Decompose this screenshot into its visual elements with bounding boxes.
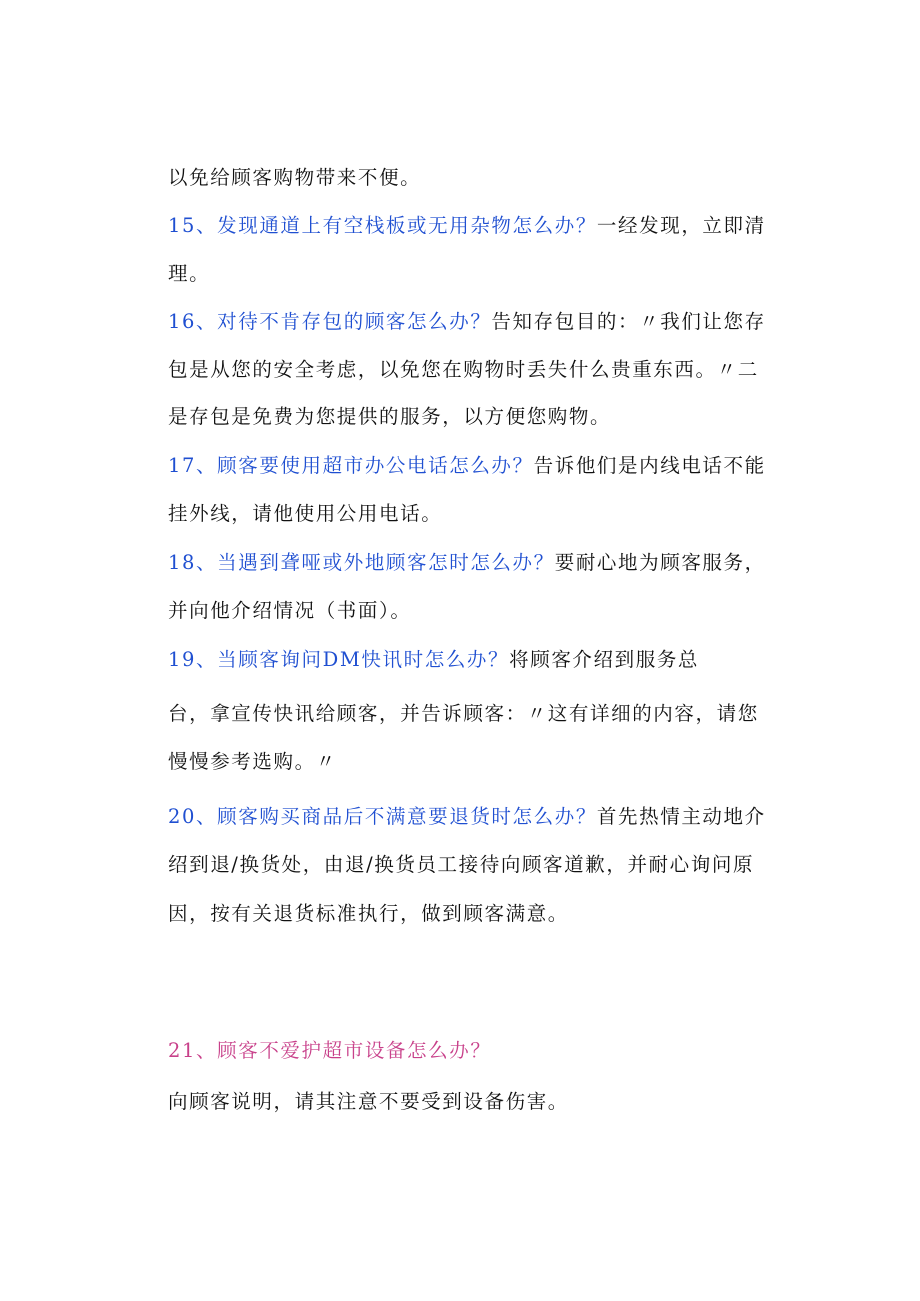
answer-text: 告诉他们是内线电话不能 <box>533 454 766 477</box>
faq-item-17 <box>168 454 766 478</box>
text-line <box>168 902 569 926</box>
faq-item-21 <box>168 1039 491 1063</box>
faq-item-20 <box>168 805 766 829</box>
text-line <box>168 358 759 382</box>
question-text: 19、当顾客询问DM快讯时怎么办？ <box>168 648 510 671</box>
text-line <box>168 702 759 726</box>
text-line <box>168 262 210 286</box>
answer-text: 慢慢参考选购。〃 <box>168 750 337 773</box>
answer-text: 包是从您的安全考虑，以免您在购物时丢失什么贵重东西。〃二 <box>168 358 759 381</box>
faq-item-18 <box>168 551 766 575</box>
question-text: 20、顾客购买商品后不满意要退货时怎么办？ <box>168 805 597 828</box>
text-line <box>168 502 442 526</box>
question-text: 18、当遇到聋哑或外地顾客怎时怎么办？ <box>168 551 555 574</box>
text-line <box>168 1090 569 1114</box>
faq-item-15 <box>168 214 766 238</box>
answer-text: 是存包是免费为您提供的服务，以方便您购物。 <box>168 405 612 428</box>
answer-text: 首先热情主动地介 <box>596 805 766 828</box>
text-line <box>168 599 411 623</box>
answer-text: 一经发现，立即清 <box>596 214 766 237</box>
answer-text: 理。 <box>168 262 211 285</box>
answer-text: 挂外线，请他使用公用电话。 <box>168 502 443 525</box>
question-text: 21、顾客不爱护超市设备怎么办？ <box>168 1039 492 1062</box>
question-text: 16、对待不肯存包的顾客怎么办？ <box>168 310 492 333</box>
question-text: 15、发现通道上有空栈板或无用杂物怎么办？ <box>168 214 597 237</box>
answer-text: 并向他介绍情况（书面）。 <box>168 599 412 622</box>
answer-text: 将顾客介绍到服务总 <box>509 648 700 671</box>
answer-text: 绍到退/换货处，由退/换货员工接待向顾客道歉，并耐心询问原 <box>168 853 755 876</box>
answer-text: 要耐心地为顾客服务， <box>554 551 766 574</box>
answer-text: 因，按有关退货标准执行，做到顾客满意。 <box>168 902 569 925</box>
faq-item-19 <box>168 648 699 672</box>
text-line <box>168 166 421 190</box>
answer-text: 告知存包目的：〃我们让您存 <box>491 310 766 333</box>
faq-item-16 <box>168 310 766 334</box>
question-text: 17、顾客要使用超市办公电话怎么办？ <box>168 454 534 477</box>
answer-text: 台，拿宣传快讯给顾客，并告诉顾客：〃这有详细的内容，请您 <box>168 702 759 725</box>
text-line <box>168 853 754 877</box>
answer-text: 向顾客说明，请其注意不要受到设备伤害。 <box>168 1090 569 1113</box>
text-line <box>168 405 611 429</box>
answer-text: 以免给顾客购物带来不便。 <box>168 166 422 189</box>
text-line <box>168 750 337 774</box>
